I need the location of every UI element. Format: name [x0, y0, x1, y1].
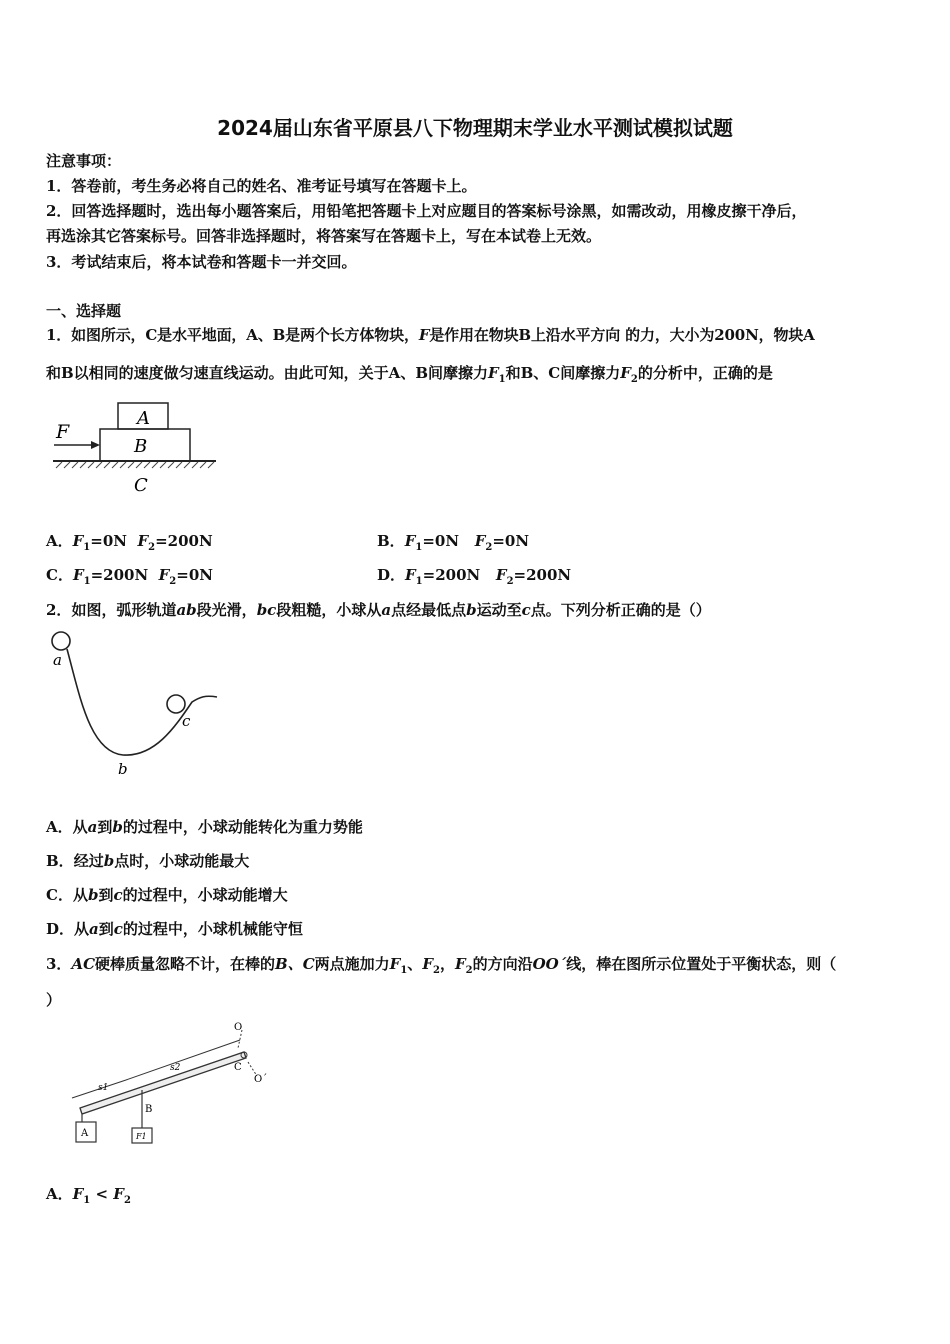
q2-stem: 2．如图，弧形轨道ab段光滑，bc段粗糙，小球从a点经最低点b运动至c点。下列分析正确的是（）	[46, 601, 711, 619]
q3-stem: 3．AC硬棒质量忽略不计，在棒的B、C两点施加力$F_1$、$F_2$，$F_2$的方向沿OO´线，棒在图所示位置处于平衡状态，则（	[46, 955, 837, 976]
label-c: C	[234, 1062, 242, 1073]
notice-item-2: 2．回答选择题时，选出每小题答案后，用铅笔把答题卡上对应题目的答案标号涂黑，如需改动，用橡皮擦干净后，	[46, 202, 807, 220]
label-a: A	[137, 408, 150, 429]
q1-option-c: C．$F_1=200N$ $F_2=0N$	[46, 566, 213, 587]
point-b-label: b	[118, 760, 128, 778]
label-c: C	[134, 475, 148, 496]
q2-option-c: C．从b到c的过程中，小球动能增大	[46, 886, 288, 904]
point-c-label: c	[182, 712, 191, 730]
q1-line-1: 1．如图所示，C是水平地面，A、B是两个长方体物块，F是作用在物块B上沿水平方向 的力，大小为200N，物块A	[46, 326, 815, 344]
notice-item-2-cont: 再选涂其它答案标号。回答非选择题时，将答案写在答题卡上，写在本试卷上无效。	[46, 227, 602, 245]
notice-heading: 注意事项：	[46, 152, 122, 170]
label-s1: s1	[98, 1083, 109, 1093]
q3-stem-close: ）	[46, 991, 62, 1009]
page-title: 2024届山东省平原县八下物理期末学业水平测试模拟试题	[217, 116, 733, 140]
q2-option-b: B．经过b点时，小球动能最大	[46, 852, 250, 870]
notice-item-3: 3．考试结束后，将本试卷和答题卡一并交回。	[46, 253, 357, 271]
label-b: B	[134, 436, 148, 457]
q1-figure	[48, 398, 223, 498]
q1-option-b: B．$F_1=0N$ $F_2=0N$	[377, 532, 530, 553]
q3-option-a: A．$F_1 < F_2$	[46, 1185, 131, 1206]
arrow-head-icon	[91, 441, 100, 449]
label-f1: F1	[136, 1132, 147, 1141]
ball-at-a	[52, 632, 70, 650]
q2-option-d: D．从a到c的过程中，小球机械能守恒	[46, 920, 303, 938]
q1-line-2: 和B以相同的速度做匀速直线运动。由此可知，关于A、B间摩擦力$F_1$和B、C间摩擦力$F_2$的分析中，正确的是	[46, 364, 773, 385]
label-s2: s2	[170, 1063, 181, 1073]
section-heading: 一、选择题	[46, 302, 122, 320]
q2-figure	[45, 627, 225, 782]
label-a: A	[81, 1128, 89, 1139]
label-b: B	[145, 1104, 153, 1115]
q3-figure	[62, 1018, 277, 1150]
point-a-label: a	[53, 651, 62, 669]
arc-track	[67, 649, 217, 755]
q1-option-a: A．$F_1=0N$ $F_2=200N$	[46, 532, 213, 553]
ball-at-c	[167, 695, 185, 713]
notice-item-1: 1．答卷前，考生务必将自己的姓名、准考证号填写在答题卡上。	[46, 177, 477, 195]
q1-option-d: D．$F_1=200N$ $F_2=200N$	[377, 566, 572, 587]
label-o: O	[234, 1022, 243, 1033]
label-f: F	[56, 421, 70, 443]
ground-hatch	[56, 462, 214, 468]
label-o-prime: O´	[254, 1074, 268, 1085]
q2-option-a: A．从a到b的过程中，小球动能转化为重力势能	[46, 818, 363, 836]
